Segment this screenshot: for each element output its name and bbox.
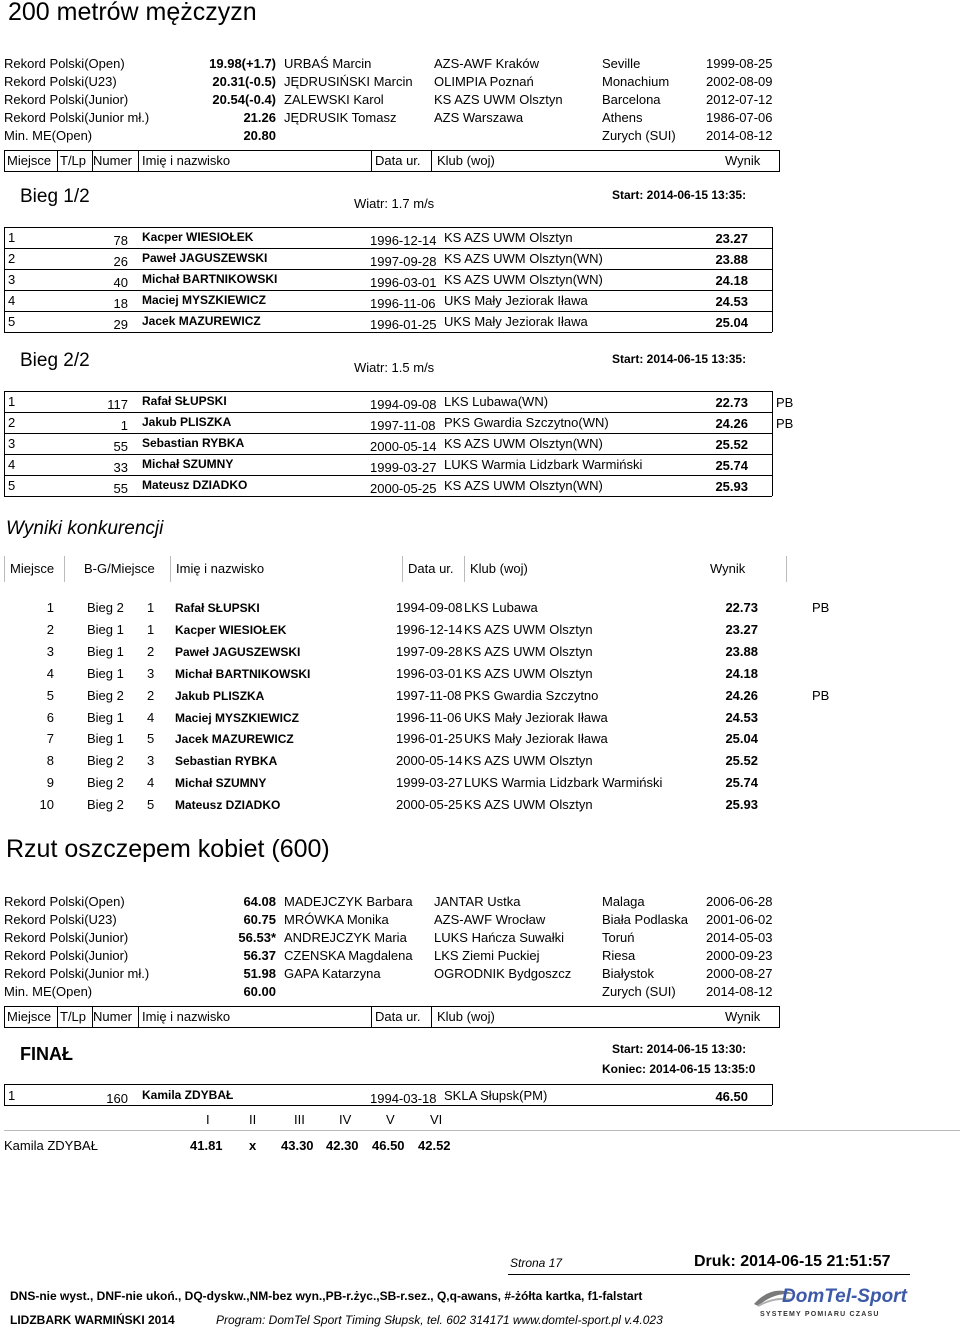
summary-place: 4 (46, 665, 54, 681)
record-place: Biała Podlaska (602, 912, 688, 927)
header-result: Wynik (725, 153, 761, 168)
row-number: 78 (113, 233, 128, 248)
row-club: KS AZS UWM Olsztyn (444, 230, 573, 245)
row-pb: PB (776, 395, 794, 410)
row-birthdate: 1996-12-14 (370, 233, 437, 248)
record-date: 2000-08-27 (706, 966, 773, 981)
summary-place: 8 (46, 753, 54, 769)
summary-club: LKS Lubawa (464, 600, 538, 615)
row-place: 1 (8, 394, 16, 409)
summary-result: 24.26 (725, 687, 758, 703)
final-start: Start: 2014-06-15 13:30: (612, 1042, 747, 1056)
record-place: Zurych (SUI) (602, 128, 676, 143)
summary-place: 6 (46, 709, 54, 725)
row-number: 26 (113, 254, 128, 269)
table-edge (4, 391, 5, 496)
record-result: 56.53* (238, 930, 276, 945)
attempt-value: 46.50 (372, 1138, 405, 1153)
row-name: Mateusz DZIADKO (142, 478, 248, 492)
summary-heat: Bieg 2 (87, 775, 124, 791)
summary-heat-place: 1 (147, 621, 155, 637)
record-place: Monachium (602, 74, 670, 89)
summary-heat-place: 2 (147, 643, 155, 659)
row-result: 24.18 (715, 273, 748, 288)
summary-heat: Bieg 2 (87, 600, 124, 615)
summary-pb: PB (812, 687, 830, 703)
header-separator (431, 150, 432, 172)
footer-legend: DNS-nie wyst., DNF-nie ukoń., DQ-dyskw.,NM-bez wyn.,PB-r.życ.,SB-r.sez., Q,q-awans, #-żółta kartka, f1-falstart (10, 1289, 643, 1303)
header-tlp: T/Lp (60, 153, 87, 168)
row-result: 25.74 (715, 458, 748, 473)
summary-header-separator (170, 556, 171, 582)
header-bar (4, 1006, 780, 1028)
record-place: Seville (602, 56, 641, 71)
summary-heat-place: 3 (147, 665, 155, 681)
record-result: 64.08 (243, 894, 276, 909)
header-name: Imię i nazwisko (142, 1009, 231, 1024)
summary-heat-place: 2 (147, 687, 155, 703)
header-separator (57, 1006, 58, 1028)
summary-club: UKS Mały Jeziorak Iława (464, 709, 608, 725)
row-place: 4 (8, 457, 16, 472)
summary-birthdate: 1994-09-08 (396, 600, 463, 615)
attempt-value: 42.30 (326, 1138, 359, 1153)
summary-result: 24.18 (725, 665, 758, 681)
logo-text: DomTel-Sport (782, 1286, 907, 1307)
row-divider (4, 248, 772, 249)
summary-birthdate: 2000-05-14 (396, 753, 463, 769)
summary-name: Michał BARTNIKOWSKI (175, 666, 311, 681)
final-result: 46.50 (715, 1089, 748, 1104)
summary-birthdate: 1997-11-08 (396, 687, 462, 703)
record-date: 2001-06-02 (706, 912, 773, 927)
final-end: Koniec: 2014-06-15 13:35:0 (602, 1062, 756, 1076)
heat-title: Bieg 2/2 (20, 350, 90, 371)
footer-program: Program: DomTel Sport Timing Słupsk, tel. 602 314171 www.domtel-sport.pl v.4.023 (216, 1313, 663, 1327)
row-result: 25.93 (715, 479, 748, 494)
summary-result: 25.04 (725, 731, 758, 747)
row-birthdate: 1997-09-28 (370, 254, 437, 269)
summary-place: 3 (46, 643, 54, 659)
footer-divider (508, 1274, 910, 1275)
row-birthdate: 1997-11-08 (370, 418, 436, 433)
summary-header-miejsce: Miejsce (10, 561, 55, 576)
summary-result: 23.27 (725, 621, 758, 637)
row-place: 1 (8, 230, 16, 245)
row-club: KS AZS UWM Olsztyn(WN) (444, 436, 603, 451)
final-club: SKLA Słupsk(PM) (444, 1088, 548, 1103)
row-name: Jakub PLISZKA (142, 415, 232, 429)
record-result: 20.31(-0.5) (212, 74, 276, 89)
record-label: Min. ME(Open) (4, 984, 93, 999)
summary-header-bar (4, 556, 780, 582)
row-name: Maciej MYSZKIEWICZ (142, 293, 267, 307)
row-name: Michał SZUMNY (142, 457, 234, 471)
row-result: 22.73 (715, 395, 748, 410)
header-separator (138, 150, 139, 172)
attempt-label: III (294, 1112, 305, 1127)
row-club: UKS Mały Jeziorak Iława (444, 293, 588, 308)
summary-birthdate: 1997-09-28 (396, 643, 463, 659)
heat-start: Start: 2014-06-15 13:35: (612, 352, 747, 366)
attempt-label: IV (339, 1112, 352, 1127)
record-place: Białystok (602, 966, 655, 981)
attempt-label: I (206, 1112, 210, 1127)
record-result: 20.54(-0.4) (212, 92, 276, 107)
summary-heat-place: 5 (147, 797, 155, 813)
record-holder: ANDREJCZYK Maria (284, 930, 407, 945)
summary-result: 25.93 (725, 797, 758, 813)
record-holder: JĘDRUSIK Tomasz (284, 110, 397, 125)
record-club: KS AZS UWM Olsztyn (434, 92, 563, 107)
summary-place: 2 (46, 621, 54, 637)
summary-heat-place: 1 (147, 600, 155, 615)
row-divider (4, 227, 772, 228)
attempt-value: x (249, 1138, 257, 1153)
row-club: LUKS Warmia Lidzbark Warmiński (444, 457, 643, 472)
summary-header-separator (4, 556, 5, 582)
summary-heat: Bieg 1 (87, 621, 124, 637)
row-result: 24.26 (715, 416, 748, 431)
summary-heat-place: 5 (147, 731, 155, 747)
record-date: 2014-08-12 (706, 984, 773, 999)
summary-club: UKS Mały Jeziorak Iława (464, 731, 608, 747)
summary-heat: Bieg 1 (87, 665, 124, 681)
logo-subtext: SYSTEMY POMIARU CZASU (760, 1311, 880, 1318)
record-label: Rekord Polski(Junior mł.) (4, 966, 150, 981)
header-numer: Numer (93, 1009, 133, 1024)
summary-heat: Bieg 2 (87, 797, 124, 813)
summary-result: 25.52 (725, 753, 758, 769)
page-number: Strona 17 (510, 1256, 563, 1270)
header-miejsce: Miejsce (7, 153, 52, 168)
record-result: 51.98 (243, 966, 276, 981)
record-label: Rekord Polski(Junior) (4, 948, 129, 963)
summary-result: 23.88 (725, 643, 758, 659)
summary-name: Jacek MAZUREWICZ (175, 732, 294, 747)
final-title: FINAŁ (20, 1044, 73, 1064)
record-holder: CZENSKA Magdalena (284, 948, 413, 963)
row-number: 117 (107, 397, 128, 412)
row-number: 55 (113, 481, 128, 496)
row-divider (4, 290, 772, 291)
attempt-label: VI (430, 1112, 443, 1127)
row-divider (4, 1084, 772, 1085)
header-separator (92, 150, 93, 172)
record-result: 21.26 (243, 110, 276, 125)
attempt-value: 42.52 (418, 1138, 451, 1153)
record-label: Rekord Polski(Junior mł.) (4, 110, 150, 125)
record-holder: ZALEWSKI Karol (284, 92, 384, 107)
summary-name: Michał SZUMNY (175, 776, 267, 791)
record-result: 20.80 (243, 128, 276, 143)
summary-result: 24.53 (725, 709, 758, 725)
summary-title: Wyniki konkurencji (6, 518, 164, 539)
header-club: Klub (woj) (437, 153, 495, 168)
record-label: Rekord Polski(Junior) (4, 92, 129, 107)
record-club: AZS-AWF Wrocław (434, 912, 546, 927)
row-place: 4 (8, 293, 16, 308)
row-number: 1 (120, 418, 128, 433)
row-name: Paweł JAGUSZEWSKI (142, 251, 268, 265)
attempts-divider (4, 1130, 960, 1131)
header-separator (57, 150, 58, 172)
record-place: Toruń (602, 930, 635, 945)
summary-birthdate: 1996-12-14 (396, 621, 463, 637)
header-date: Data ur. (375, 1009, 421, 1024)
record-holder: MADEJCZYK Barbara (284, 894, 413, 909)
table-edge (772, 227, 773, 332)
final-birthdate: 1994-03-18 (370, 1091, 437, 1106)
header-date: Data ur. (375, 153, 421, 168)
record-date: 1999-08-25 (706, 56, 773, 71)
row-result: 25.04 (715, 315, 748, 330)
row-place: 2 (8, 415, 16, 430)
row-place: 5 (8, 314, 16, 329)
record-club: OGRODNIK Bydgoszcz (434, 966, 572, 981)
row-club: KS AZS UWM Olsztyn(WN) (444, 478, 603, 493)
summary-heat: Bieg 1 (87, 731, 124, 747)
summary-club: KS AZS UWM Olsztyn (464, 643, 593, 659)
record-place: Riesa (602, 948, 636, 963)
record-club: OLIMPIA Poznań (434, 74, 534, 89)
row-divider (4, 496, 772, 497)
summary-header-separator (402, 556, 403, 582)
row-club: PKS Gwardia Szczytno(WN) (444, 415, 609, 430)
record-result: 56.37 (243, 948, 276, 963)
row-birthdate: 1994-09-08 (370, 397, 437, 412)
row-divider (4, 332, 772, 333)
row-place: 2 (8, 251, 16, 266)
summary-birthdate: 1996-01-25 (396, 731, 463, 747)
row-club: LKS Lubawa(WN) (444, 394, 549, 409)
record-club: AZS-AWF Kraków (434, 56, 539, 71)
header-separator (371, 1006, 372, 1028)
final-name: Kamila ZDYBAŁ (142, 1088, 234, 1102)
summary-heat-place: 3 (147, 753, 155, 769)
table-edge (4, 227, 5, 332)
row-number: 18 (113, 296, 128, 311)
summary-club: KS AZS UWM Olsztyn (464, 621, 593, 637)
row-club: UKS Mały Jeziorak Iława (444, 314, 588, 329)
table-edge (772, 391, 773, 496)
record-label: Rekord Polski(Junior) (4, 930, 129, 945)
footer-event: LIDZBARK WARMIŃSKI 2014 (10, 1313, 175, 1327)
summary-name: Mateusz DZIADKO (175, 798, 281, 813)
row-divider (4, 391, 772, 392)
record-result: 60.75 (243, 912, 276, 927)
row-number: 29 (113, 317, 128, 332)
row-birthdate: 2000-05-25 (370, 481, 437, 496)
record-holder: JĘDRUSIŃSKI Marcin (284, 74, 413, 89)
record-club: JANTAR Ustka (434, 894, 521, 909)
heat-start: Start: 2014-06-15 13:35: (612, 188, 747, 202)
row-number: 40 (113, 275, 128, 290)
summary-club: KS AZS UWM Olsztyn (464, 753, 593, 769)
summary-pb: PB (812, 600, 830, 615)
record-date: 2006-06-28 (706, 894, 773, 909)
summary-name: Jakub PLISZKA (175, 688, 265, 703)
summary-place: 5 (46, 687, 54, 703)
header-separator (371, 150, 372, 172)
summary-club: KS AZS UWM Olsztyn (464, 665, 593, 681)
summary-result: 25.74 (725, 775, 758, 791)
header-tlp: T/Lp (60, 1009, 87, 1024)
row-place: 3 (8, 272, 16, 287)
final-number: 160 (106, 1091, 128, 1106)
summary-header-separator (786, 556, 787, 582)
record-date: 2002-08-09 (706, 74, 773, 89)
summary-heat-place: 4 (147, 775, 155, 791)
header-miejsce: Miejsce (7, 1009, 52, 1024)
summary-name: Kacper WIESIOŁEK (175, 622, 287, 637)
record-date: 2014-05-03 (706, 930, 773, 945)
record-date: 2014-08-12 (706, 128, 773, 143)
record-club: LUKS Hańcza Suwałki (434, 930, 565, 945)
record-holder: GAPA Katarzyna (284, 966, 381, 981)
record-result: 19.98(+1.7) (209, 56, 276, 71)
summary-club: KS AZS UWM Olsztyn (464, 797, 593, 813)
record-date: 2000-09-23 (706, 948, 773, 963)
row-result: 23.27 (715, 231, 748, 246)
domtel-logo (752, 1286, 908, 1322)
row-birthdate: 1996-03-01 (370, 275, 437, 290)
print-timestamp: Druk: 2014-06-15 21:51:57 (694, 1253, 891, 1270)
summary-club: PKS Gwardia Szczytno (464, 687, 599, 703)
final-place: 1 (8, 1088, 16, 1103)
row-birthdate: 1996-11-06 (370, 296, 436, 311)
row-name: Kacper WIESIOŁEK (142, 230, 254, 244)
row-result: 24.53 (715, 294, 748, 309)
header-separator (92, 1006, 93, 1028)
record-holder: MRÓWKA Monika (284, 912, 389, 927)
summary-club: LUKS Warmia Lidzbark Warmiński (464, 775, 663, 791)
row-birthdate: 1999-03-27 (370, 460, 437, 475)
header-result: Wynik (725, 1009, 761, 1024)
row-place: 3 (8, 436, 16, 451)
record-club: LKS Ziemi Puckiej (434, 948, 540, 963)
summary-birthdate: 2000-05-25 (396, 797, 463, 813)
record-place: Athens (602, 110, 643, 125)
row-divider (4, 433, 772, 434)
row-pb: PB (776, 416, 794, 431)
row-club: KS AZS UWM Olsztyn(WN) (444, 272, 603, 287)
row-name: Rafał SŁUPSKI (142, 394, 227, 408)
row-name: Jacek MAZUREWICZ (142, 314, 261, 328)
row-name: Michał BARTNIKOWSKI (142, 272, 278, 286)
summary-place: 1 (46, 600, 54, 615)
attempt-value: 43.30 (281, 1138, 314, 1153)
summary-header-result: Wynik (710, 561, 746, 576)
summary-birthdate: 1999-03-27 (396, 775, 463, 791)
header-name: Imię i nazwisko (142, 153, 231, 168)
attempt-label: V (386, 1112, 395, 1127)
record-result: 60.00 (243, 984, 276, 999)
heat-wind: Wiatr: 1.7 m/s (354, 196, 435, 211)
attempt-label: II (249, 1112, 257, 1127)
event-title: 200 metrów mężczyzn (8, 0, 257, 26)
row-result: 23.88 (715, 252, 748, 267)
summary-name: Rafał SŁUPSKI (175, 601, 260, 615)
summary-name: Paweł JAGUSZEWSKI (175, 644, 301, 659)
header-separator (431, 1006, 432, 1028)
record-place: Barcelona (602, 92, 661, 107)
row-number: 55 (113, 439, 128, 454)
row-divider (4, 269, 772, 270)
record-date: 1986-07-06 (706, 110, 773, 125)
attempt-value: 41.81 (190, 1138, 223, 1153)
record-label: Min. ME(Open) (4, 128, 93, 143)
row-birthdate: 1996-01-25 (370, 317, 437, 332)
summary-place: 9 (46, 775, 54, 791)
record-label: Rekord Polski(Open) (4, 894, 125, 909)
summary-header-date: Data ur. (408, 561, 454, 576)
attempts-athlete: Kamila ZDYBAŁ (4, 1138, 98, 1153)
record-club: AZS Warszawa (434, 110, 524, 125)
record-label: Rekord Polski(Open) (4, 56, 125, 71)
summary-heat-place: 4 (147, 709, 155, 725)
row-divider (4, 412, 772, 413)
row-name: Sebastian RYBKA (142, 436, 245, 450)
row-divider (4, 454, 772, 455)
header-numer: Numer (93, 153, 133, 168)
record-label: Rekord Polski(U23) (4, 912, 117, 927)
row-divider (4, 475, 772, 476)
record-holder: URBAŚ Marcin (284, 56, 372, 71)
header-separator (138, 1006, 139, 1028)
row-number: 33 (113, 460, 128, 475)
heat-wind: Wiatr: 1.5 m/s (354, 360, 435, 375)
summary-result: 22.73 (725, 600, 758, 615)
summary-place: 7 (46, 731, 54, 747)
record-place: Zurych (SUI) (602, 984, 676, 999)
summary-header-club: Klub (woj) (470, 561, 528, 576)
summary-birthdate: 1996-03-01 (396, 665, 463, 681)
row-result: 25.52 (715, 437, 748, 452)
header-bar (4, 150, 780, 172)
record-place: Malaga (602, 894, 645, 909)
summary-heat: Bieg 2 (87, 753, 124, 769)
table-edge (4, 1084, 5, 1105)
summary-name: Sebastian RYBKA (175, 754, 278, 769)
summary-heat: Bieg 1 (87, 709, 124, 725)
row-divider (4, 311, 772, 312)
summary-header-separator (464, 556, 465, 582)
summary-birthdate: 1996-11-06 (396, 709, 462, 725)
row-place: 5 (8, 478, 16, 493)
summary-place: 10 (39, 797, 54, 813)
summary-header-name: Imię i nazwisko (176, 561, 265, 576)
header-club: Klub (woj) (437, 1009, 495, 1024)
row-birthdate: 2000-05-14 (370, 439, 437, 454)
summary-header-bg: B-G/Miejsce (84, 561, 155, 576)
record-date: 2012-07-12 (706, 92, 773, 107)
heat-title: Bieg 1/2 (20, 186, 90, 207)
summary-name: Maciej MYSZKIEWICZ (175, 710, 300, 725)
summary-header-separator (64, 556, 65, 582)
event-title-javelin: Rzut oszczepem kobiet (600) (6, 835, 330, 863)
record-label: Rekord Polski(U23) (4, 74, 117, 89)
row-club: KS AZS UWM Olsztyn(WN) (444, 251, 603, 266)
summary-heat: Bieg 2 (87, 687, 124, 703)
table-edge (772, 1084, 773, 1105)
summary-heat: Bieg 1 (87, 643, 124, 659)
